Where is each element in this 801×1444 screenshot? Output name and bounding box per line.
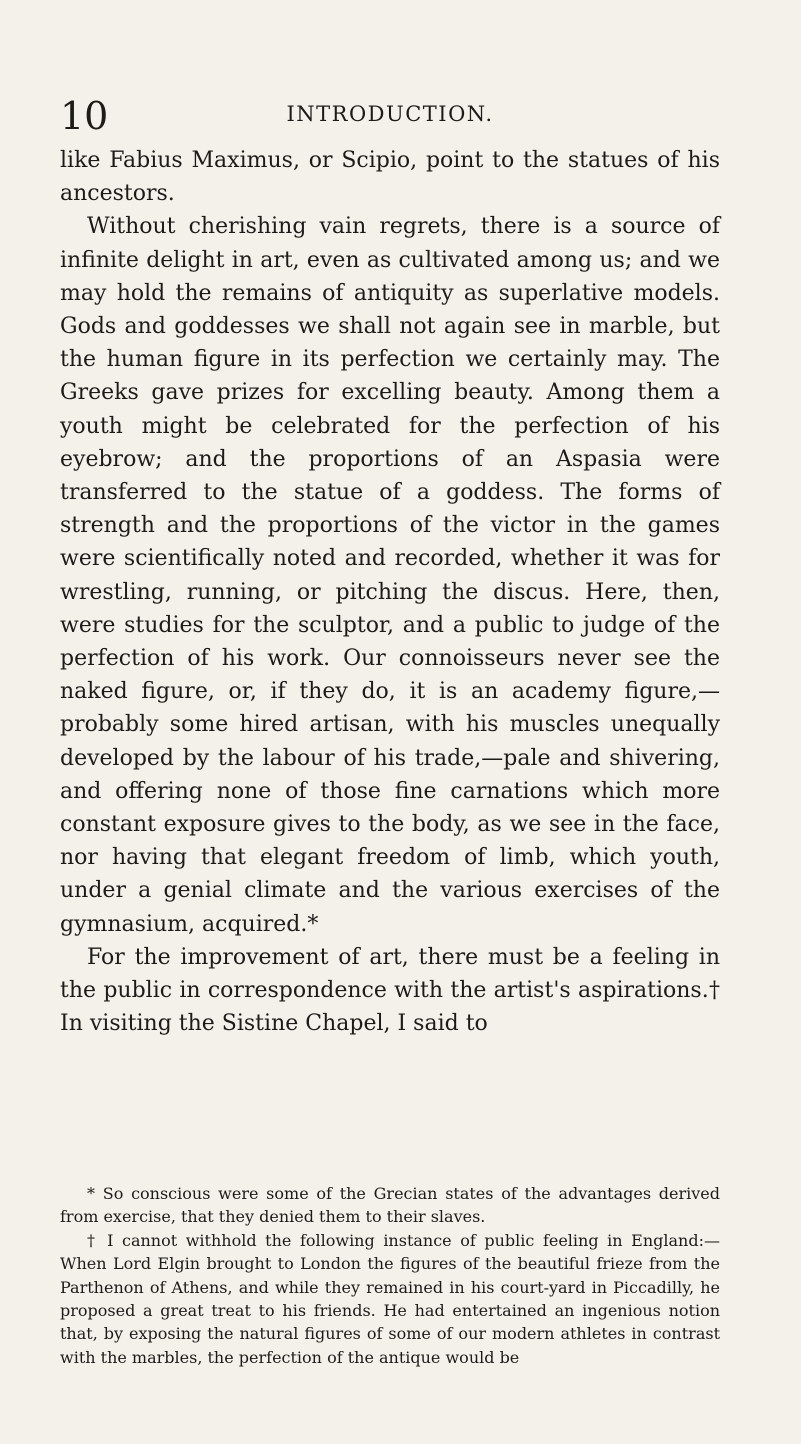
body-text xyxy=(60,144,720,1040)
paragraph-continued: like Fabius Maximus, or Scipio, point to the statues of his ancestors. xyxy=(60,148,720,207)
paragraph: Without cherishing vain regrets, there is a source of infinite delight in art, even as cultivated among us; and we may hold the remains of antiquity as superlative models. Gods and goddesses we shall not again see in marble, but the human figure in its perfection we certainly may. The Greeks gave prizes for excelling beauty. Among them a youth might be celebrated for the perfection of his eyebrow; and the proportions of an Aspasia were transferred to the statue of a goddess. The forms of strength and the proportions of the victor in the games were scientifically noted and recorded, whether it was for wrestling, running, or pitching the discus. Here, then, were studies for the sculptor, and a public to judge of the perfection of his work. Our connoisseurs never see the naked figure, or, if they do, it is an academy figure,—probably some hired artisan, with his muscles unequally developed by the labour of his trade,—pale and shivering, and offering none of those fine carnations which more constant exposure gives to the body, as we see in the face, nor having that elegant freedom of limb, which youth, under a genial climate and the various exercises of the gymnasium, acquired.* xyxy=(60,214,720,937)
paragraph: For the improvement of art, there must be a feeling in the public in correspondence with the artist's aspirations.† In visiting the Sistine Chapel, I said to xyxy=(60,944,720,1037)
footnotes xyxy=(60,1182,720,1369)
page-number: 10 xyxy=(60,94,109,138)
footnote-asterisk: * So conscious were some of the Grecian states of the advantages derived from exercise, that they denied them to their slaves. xyxy=(60,1184,720,1227)
running-head: INTRODUCTION. xyxy=(286,102,494,126)
footnote-dagger: † I cannot withhold the following instance of public feeling in England:—When Lord Elgin brought to London the figures of the beautiful frieze from the Parthenon of Athens, and while they remained in his court-yard in Piccadilly, he proposed a great treat to his friends. He had entertained an ingenious notion that, by exposing the natural figures of some of our modern athletes in contrast with the marbles, the perfection of the antique would be xyxy=(60,1230,720,1367)
page-header xyxy=(60,96,720,136)
